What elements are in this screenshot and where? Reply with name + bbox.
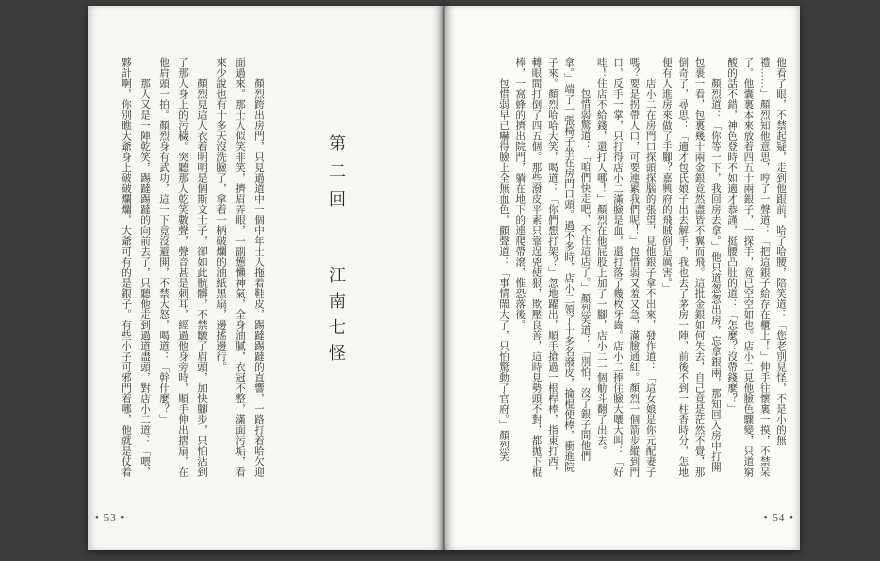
- text-column: 顏烈道：「你等一下，我回房去拿。」他只道怱怱出房，忘拿銀兩，那知回入房中打開: [709, 78, 721, 472]
- page-number-left: • 53 •: [95, 512, 126, 524]
- page-54: [444, 6, 800, 550]
- text-column: 口，反手一掌，只打得店小二滿臉是血，還打落了幾枚牙齒。店小二捧住臉大嚷大叫：「好: [612, 57, 624, 477]
- text-column: 便有人進房來做了手腳？嘉興府的飛賊倒是厲害。」: [660, 57, 672, 294]
- text-column: 來少說也有十多天沒洗臉了，拿着一柄破爛的油紙黑扇，邊搖邊行。: [215, 57, 226, 372]
- text-column: 顏烈跨出房門，只見過道中一個中年士人拖着鞋皮，踢躂踢躂的直響，一路打着哈欠迎: [253, 78, 264, 477]
- page-number-right: • 54 •: [763, 512, 794, 524]
- text-column: 包惜弱驚道：「咱們快走吧，不住這店了。」顏烈笑道：「別怕，沒了銀子問他們: [579, 88, 591, 461]
- text-column: 了那人身上的污穢。突聽那人乾笑數聲，聲音甚是刺耳，經過他身旁時，順手伸出摺扇，在: [177, 57, 188, 477]
- text-column: 了。他囊裏本來放着四五十兩銀子，一探手，竟已空空如也。店小二見他臉色驟變，只道窮: [742, 57, 754, 477]
- text-column: 酸的話不錯，神色登時不如適才恭謹，挺腰凸肚的道：「怎麼？沒帶錢麼？」: [726, 57, 738, 414]
- text-column: 拿。」端了一張椅子坐在房門口頭。過不多時，店小二領了十多名潑皮，掄棍使棒，衝進院: [563, 57, 575, 472]
- book-spread: [88, 6, 800, 550]
- page-53: [88, 6, 444, 550]
- text-column: 他肩頭一拍。顏烈身有武功，這一下竟沒避開，不禁大怒，喝道：「幹什麼？」: [158, 57, 169, 425]
- chapter-title: 江南七怪: [326, 266, 345, 371]
- text-column: 顏烈見這人衣着明明是個斯文士子，卻如此骯髒，不禁皺了眉頭，加快腳步，只怕沾到: [196, 78, 207, 477]
- text-column: 轉眼間打倒了四五個。那些潑皮平素只靠逞兇使狠，欺壓良善，這時見勢頭不對，都拋下棍: [530, 57, 542, 477]
- text-column: 面過來。那士人似笑非笑，擠眉弄眼，一副憊懶神氣，全身油膩，衣冠不整，滿面污垢，看: [234, 57, 245, 477]
- page-54-text: [495, 57, 788, 525]
- text-column: 他看了眼，不禁起疑，走到他跟前，哈了哈腰，陪笑道：「您老別見怪，不是小的無: [775, 57, 786, 446]
- text-column: 那人又是一陣乾笑，踢躂踢躂的向前去了，只聽他走到過道盡頭，對店小二道：「喂，: [139, 78, 150, 477]
- text-column: 店小二在房門口探頭探腦的張望，見他銀子拿不出來，發作道：「這女娘是你元配妻子: [644, 78, 656, 477]
- text-column: 棒，一窩蜂的擠出院門，躺在地下的連爬帶滾，惟恐落後。: [514, 57, 526, 330]
- text-column: 子來。顏烈哈哈大笑，喝道：「你們想打架？」忽地躍出，順手搶過一根桿棒，指東打西，: [546, 57, 558, 477]
- text-column: 嗎？要是拐帶人口，可要連累我們呢！」包惜弱又羞又急，滿臉通紅。顏烈一個箭步縱到門: [628, 57, 640, 477]
- page-53-text: [116, 57, 268, 525]
- text-column: 包惜弱早已嚇得臉上全無血色，顫聲道：「事情閙大了，只怕驚動了官府。」顏烈笑: [497, 78, 509, 462]
- text-column: 哇！住店不給錢，還打人哪！」顏烈在他屁股上加了一腳，店小二一個觔斗翻了出去。: [595, 57, 607, 456]
- text-column: 倒奇了，尋思：「適才包氏娘子出去解手，我也去了茅房一陣，前後不到一柱香時分，怎地: [677, 57, 689, 477]
- page-gutter-shadow: [443, 6, 445, 550]
- text-column: 包裹一看，包裏幾十兩金銀竟然盡皆不翼而飛。這批金銀如何失去，自己竟是茫然不覺，那: [693, 57, 705, 477]
- chapter-number: 第二回: [326, 134, 345, 218]
- text-column: 夥計啊，你別瞧大爺身上破破爛爛，大爺可有的是銀子。有些小子可邪門着哪，他就是仗着: [120, 57, 131, 477]
- text-column: 禮……」顏烈知他意思，哼了一聲道：「把這銀子給存在櫃上！」伸手往懷裏一摸，不禁呆: [758, 57, 770, 477]
- chapter-heading: [323, 134, 347, 370]
